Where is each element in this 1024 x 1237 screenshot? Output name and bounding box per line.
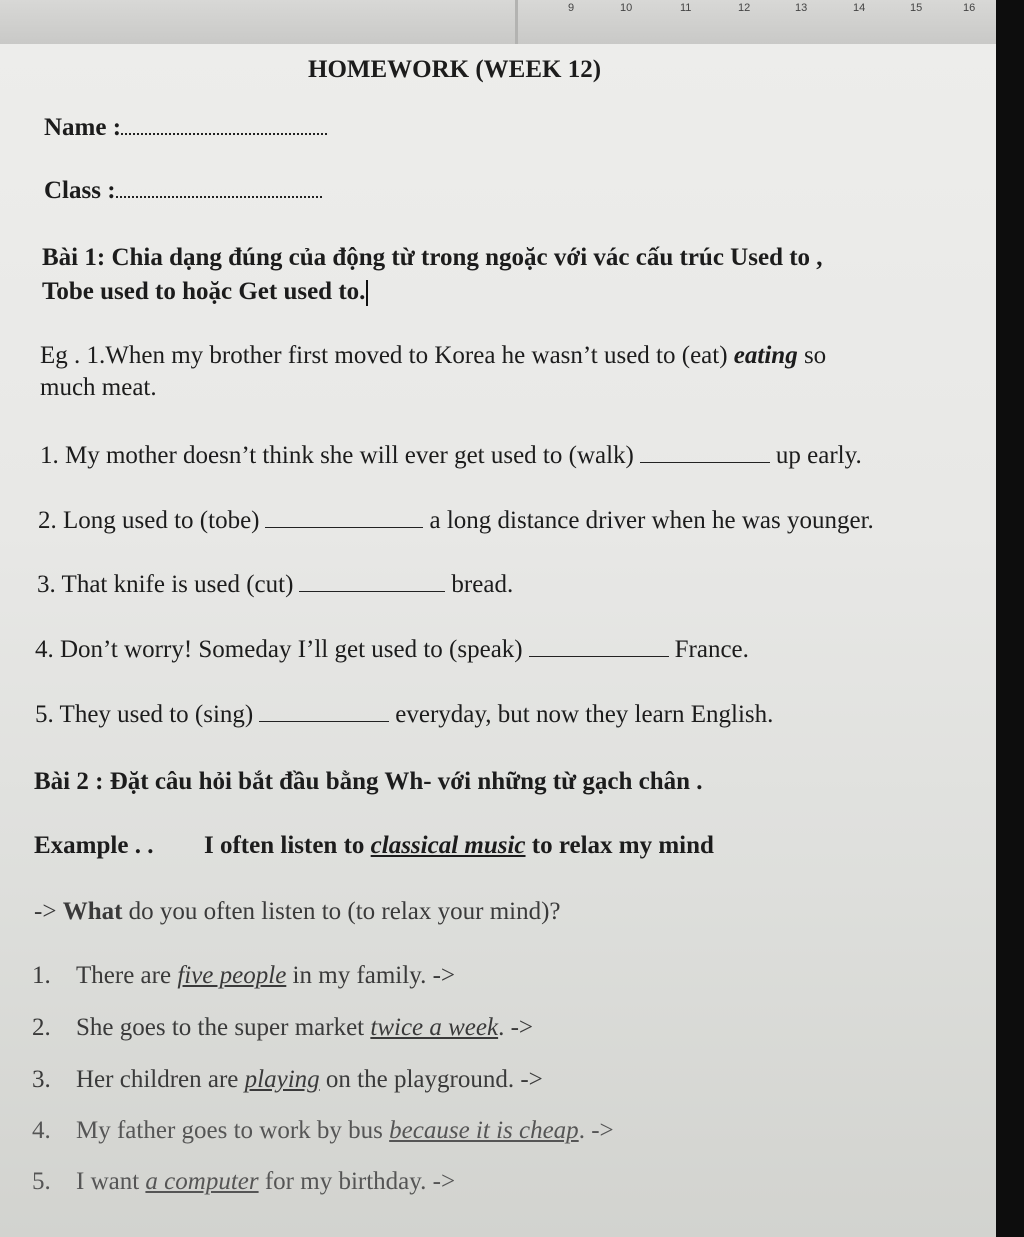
- item-number: 2.: [32, 1014, 51, 1041]
- item-number: 1.: [32, 962, 51, 989]
- ruler-mark: 12: [738, 2, 751, 14]
- ex1-heading-line1: Bài 1: Chia dạng đúng của động từ trong ngoặc với vác cấu trúc Used to ,: [42, 244, 823, 271]
- ex2-item: [32, 1168, 455, 1196]
- ex2-example-underlined: classical music: [370, 832, 526, 859]
- ex2-example-answer: [34, 898, 561, 926]
- ex2-item-text-after: . ->: [498, 1014, 534, 1041]
- ex2-item-text: I want: [76, 1168, 146, 1195]
- class-blank[interactable]: [116, 181, 322, 198]
- class-label: Class :: [44, 177, 116, 204]
- text-cursor: [366, 280, 368, 306]
- item-number: 4.: [32, 1117, 51, 1144]
- answer-text: do you often listen to (to relax your mind)?: [122, 898, 561, 925]
- ruler-mark: 15: [910, 2, 923, 14]
- ex1-item-text: 5. They used to (sing): [35, 701, 254, 728]
- ex1-item-text: 2. Long used to (tobe): [38, 507, 260, 534]
- ruler-mark: 9: [568, 2, 575, 14]
- item-number: 3.: [32, 1066, 51, 1093]
- answer-blank[interactable]: [259, 701, 389, 722]
- ex2-item: [32, 962, 455, 990]
- ex1-item: [40, 442, 862, 470]
- ex1-example-line1: [40, 342, 826, 370]
- ruler: [0, 0, 996, 45]
- arrow-text: ->: [34, 898, 63, 925]
- ruler-mark: 16: [963, 2, 976, 14]
- name-blank[interactable]: [121, 118, 327, 135]
- name-field: [44, 114, 327, 142]
- ruler-mark: 14: [853, 2, 866, 14]
- ex2-item-text-after: on the playground. ->: [319, 1066, 543, 1093]
- ex2-example: [34, 832, 714, 860]
- ex2-item: [32, 1014, 533, 1042]
- ex1-item: [37, 571, 513, 599]
- ex1-example-answer: eating: [733, 342, 798, 369]
- ex2-item-text: My father goes to work by bus: [76, 1117, 390, 1144]
- document-page[interactable]: [0, 44, 996, 1237]
- ex2-item-text: She goes to the super market: [76, 1014, 371, 1041]
- answer-blank[interactable]: [265, 507, 423, 528]
- answer-wh-word: What: [62, 898, 123, 925]
- ex1-item-text: 3. That knife is used (cut): [37, 571, 294, 598]
- ex2-heading: Bài 2 : Đặt câu hỏi bắt đầu bằng Wh- với những từ gạch chân .: [34, 768, 703, 795]
- ex2-item-underlined: because it is cheap: [389, 1117, 579, 1144]
- ex1-item-text-after: France.: [674, 636, 749, 663]
- ex2-item-underlined: a computer: [145, 1168, 259, 1195]
- answer-blank[interactable]: [299, 571, 445, 592]
- ex1-example-line2: much meat.: [40, 374, 157, 401]
- ex1-example-text: Eg . 1.When my brother first moved to Korea he wasn’t used to (eat): [40, 342, 734, 369]
- ex2-item-text-after: for my birthday. ->: [258, 1168, 456, 1195]
- ex2-item-text: Her children are: [76, 1066, 245, 1093]
- ex1-heading-line2: [42, 278, 368, 306]
- ex2-item-text: There are: [76, 962, 178, 989]
- ex1-item: [35, 636, 749, 664]
- ex2-item-underlined: playing: [244, 1066, 320, 1093]
- ex2-item-underlined: five people: [177, 962, 287, 989]
- ex1-item-text: 4. Don’t worry! Someday I’ll get used to (speak): [35, 636, 523, 663]
- ex1-item: [38, 507, 874, 535]
- ex2-item: [32, 1117, 614, 1145]
- ruler-mark: 10: [620, 2, 633, 14]
- ruler-column-separator[interactable]: [515, 0, 518, 44]
- page-title: HOMEWORK (WEEK 12): [308, 56, 602, 83]
- item-number: 5.: [32, 1168, 51, 1195]
- answer-blank[interactable]: [529, 636, 669, 657]
- ex2-item-text-after: in my family. ->: [286, 962, 455, 989]
- ruler-mark: 13: [795, 2, 808, 14]
- ex2-example-text-after: to relax my mind: [525, 832, 714, 859]
- name-label: Name :: [44, 114, 122, 141]
- ex2-example-text: I often listen to: [204, 832, 371, 859]
- ex1-item-text-after: up early.: [775, 442, 862, 469]
- ex2-item: [32, 1066, 543, 1094]
- ex1-item: [35, 701, 773, 729]
- answer-blank[interactable]: [640, 442, 770, 463]
- ex1-example-text-end: so: [797, 342, 827, 369]
- ex1-item-text-after: bread.: [451, 571, 514, 598]
- class-field: [44, 177, 322, 205]
- ex1-item-text-after: a long distance driver when he was younger.: [429, 507, 874, 534]
- ex1-item-text: 1. My mother doesn’t think she will ever get used to (walk): [40, 442, 634, 469]
- ex1-item-text-after: everyday, but now they learn English.: [395, 701, 774, 728]
- ex2-item-underlined: twice a week: [370, 1014, 499, 1041]
- ex2-item-text-after: . ->: [578, 1117, 614, 1144]
- ruler-mark: 11: [680, 2, 692, 14]
- ex2-example-label: Example . .: [34, 832, 154, 859]
- ex1-heading-text: Tobe used to hoặc Get used to.: [42, 278, 366, 305]
